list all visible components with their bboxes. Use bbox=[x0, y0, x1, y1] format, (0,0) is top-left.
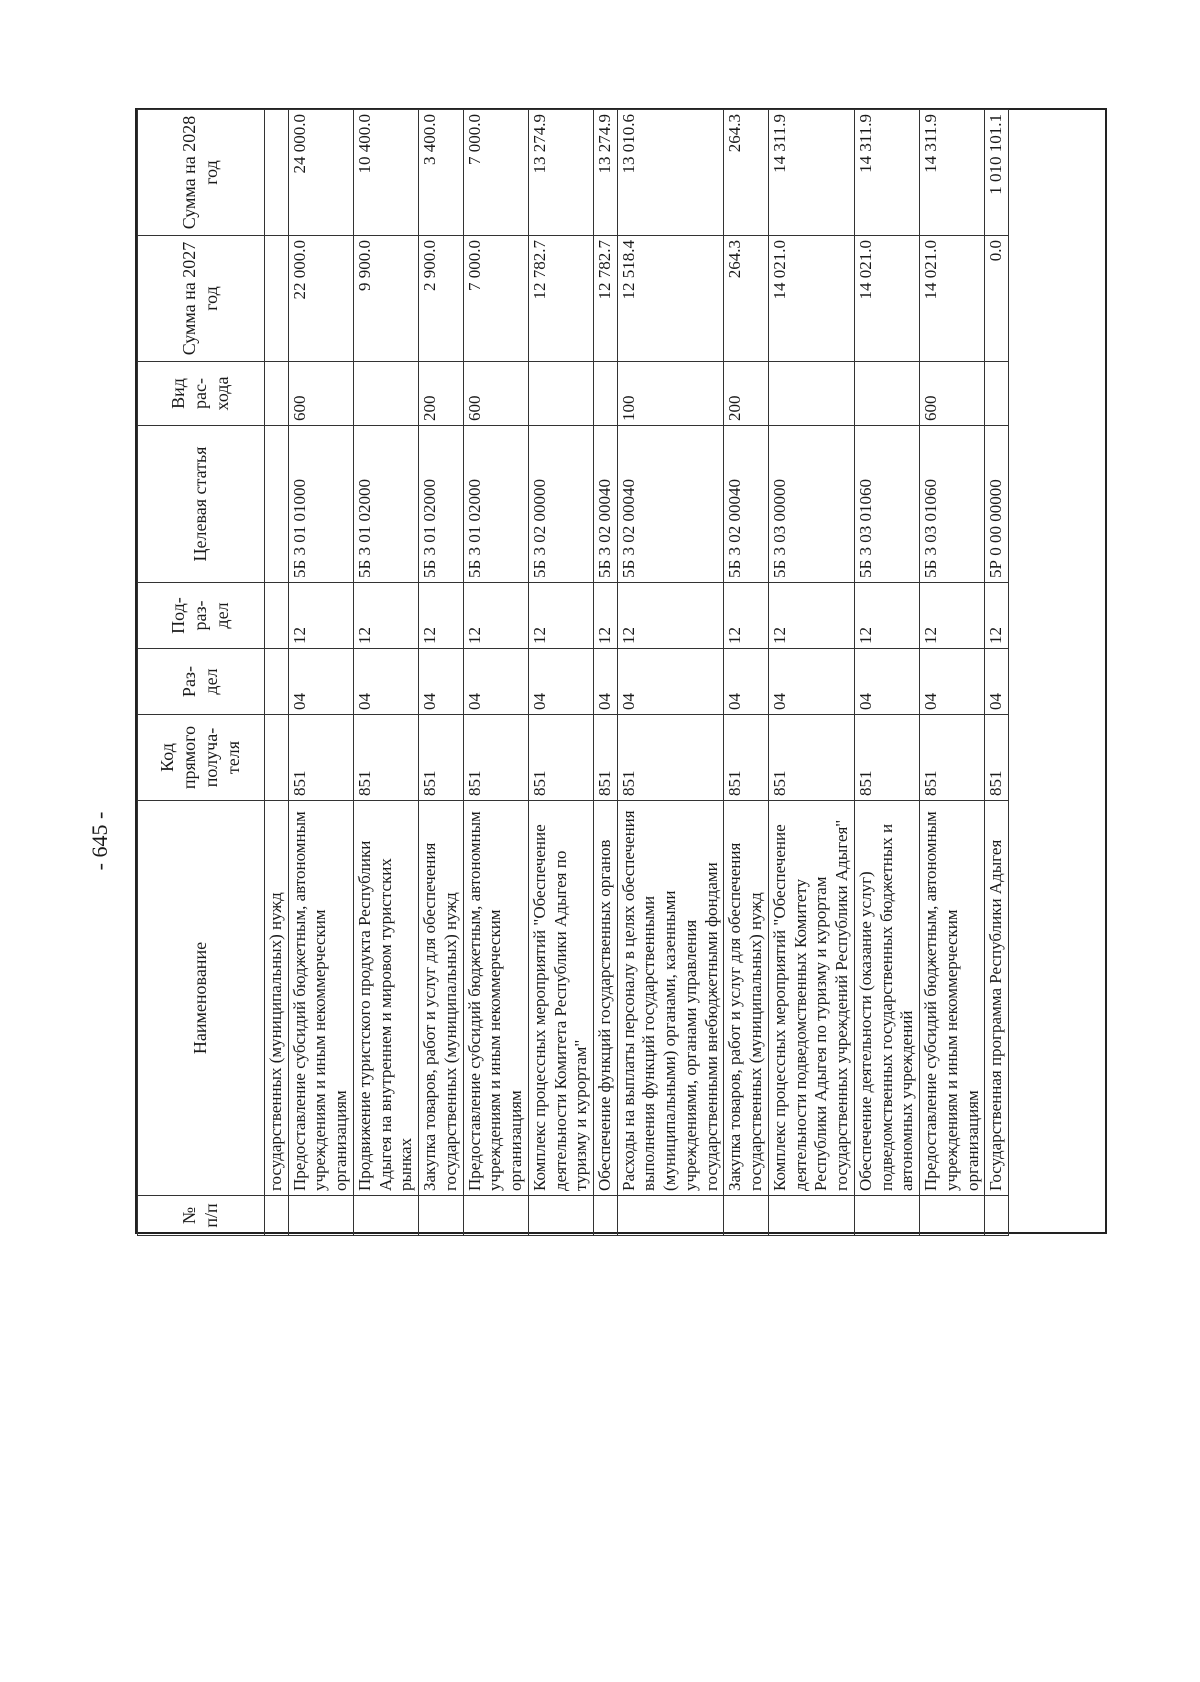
cell-subsection: 12 bbox=[353, 583, 418, 649]
cell-no bbox=[353, 1196, 418, 1236]
table-row bbox=[768, 110, 854, 1236]
cell-name: Расходы на выплаты персоналу в целях обеспечения выполнения функций государственными (муниципальными) органами, казенными учреждениями, органами управления государственными внебюджетными фондами bbox=[617, 801, 724, 1196]
cell-no bbox=[265, 1196, 289, 1236]
cell-target-article: 5Б 3 01 01000 bbox=[288, 426, 353, 583]
cell-sum-2027: 22 000.0 bbox=[288, 236, 353, 362]
cell-name: Комплекс процессных мероприятий "Обеспечение деятельности Комитета Республики Адыгея по туризму и курортам" bbox=[528, 801, 593, 1196]
cell-expense-type bbox=[353, 362, 418, 426]
cell-sum-2028: 7 000.0 bbox=[463, 110, 528, 236]
cell-name: Закупка товаров, работ и услуг для обеспечения государственных (муниципальных) нужд bbox=[419, 801, 463, 1196]
cell-expense-type bbox=[768, 362, 854, 426]
cell-recipient-code: 851 bbox=[920, 715, 985, 801]
cell-target-article bbox=[265, 426, 289, 583]
cell-expense-type: 200 bbox=[724, 362, 768, 426]
cell-subsection: 12 bbox=[528, 583, 593, 649]
cell-subsection: 12 bbox=[854, 583, 919, 649]
cell-section: 04 bbox=[768, 649, 854, 715]
table-row bbox=[288, 110, 353, 1236]
cell-subsection: 12 bbox=[768, 583, 854, 649]
cell-target-article: 5Б 3 01 02000 bbox=[419, 426, 463, 583]
cell-name: государственных (муниципальных) нужд bbox=[265, 801, 289, 1196]
cell-subsection bbox=[265, 583, 289, 649]
cell-sum-2028 bbox=[265, 110, 289, 236]
table-row bbox=[724, 110, 768, 1236]
cell-sum-2028: 13 274.9 bbox=[528, 110, 593, 236]
table-row bbox=[265, 110, 289, 1236]
cell-recipient-code: 851 bbox=[617, 715, 724, 801]
cell-sum-2028: 13 274.9 bbox=[594, 110, 618, 236]
cell-name: Продвижение туристского продукта Республики Адыгея на внутреннем и мировом туристских рынках bbox=[353, 801, 418, 1196]
cell-recipient-code: 851 bbox=[288, 715, 353, 801]
cell-target-article: 5Р 0 00 00000 bbox=[985, 426, 1009, 583]
budget-table bbox=[137, 109, 1009, 1236]
cell-name: Предоставление субсидий бюджетным, автономным учреждениям и иным некоммерческим организациям bbox=[288, 801, 353, 1196]
cell-recipient-code: 851 bbox=[594, 715, 618, 801]
cell-expense-type: 600 bbox=[463, 362, 528, 426]
cell-section: 04 bbox=[594, 649, 618, 715]
cell-subsection: 12 bbox=[920, 583, 985, 649]
cell-sum-2027: 264.3 bbox=[724, 236, 768, 362]
cell-sum-2028: 13 010.6 bbox=[617, 110, 724, 236]
cell-target-article: 5Б 3 02 00040 bbox=[617, 426, 724, 583]
cell-section: 04 bbox=[288, 649, 353, 715]
cell-sum-2027: 7 000.0 bbox=[463, 236, 528, 362]
cell-sum-2028: 24 000.0 bbox=[288, 110, 353, 236]
cell-expense-type bbox=[854, 362, 919, 426]
cell-section: 04 bbox=[985, 649, 1009, 715]
header-name: Наименование bbox=[138, 801, 265, 1196]
cell-expense-type: 100 bbox=[617, 362, 724, 426]
cell-expense-type: 600 bbox=[288, 362, 353, 426]
cell-sum-2027: 12 518.4 bbox=[617, 236, 724, 362]
cell-section: 04 bbox=[920, 649, 985, 715]
cell-expense-type bbox=[594, 362, 618, 426]
cell-no bbox=[528, 1196, 593, 1236]
cell-subsection: 12 bbox=[724, 583, 768, 649]
cell-no bbox=[288, 1196, 353, 1236]
rotated-table-container bbox=[137, 110, 1109, 1236]
cell-recipient-code: 851 bbox=[463, 715, 528, 801]
table-row bbox=[353, 110, 418, 1236]
cell-no bbox=[768, 1196, 854, 1236]
cell-no bbox=[985, 1196, 1009, 1236]
cell-target-article: 5Б 3 01 02000 bbox=[353, 426, 418, 583]
cell-expense-type bbox=[265, 362, 289, 426]
cell-recipient-code: 851 bbox=[768, 715, 854, 801]
cell-sum-2028: 14 311.9 bbox=[920, 110, 985, 236]
cell-recipient-code: 851 bbox=[353, 715, 418, 801]
cell-no bbox=[724, 1196, 768, 1236]
cell-subsection: 12 bbox=[985, 583, 1009, 649]
cell-recipient-code: 851 bbox=[724, 715, 768, 801]
table-row bbox=[463, 110, 528, 1236]
table-row bbox=[617, 110, 724, 1236]
budget-table-frame bbox=[135, 108, 1107, 1234]
cell-name: Закупка товаров, работ и услуг для обеспечения государственных (муниципальных) нужд bbox=[724, 801, 768, 1196]
cell-sum-2028: 1 010 101.1 bbox=[985, 110, 1009, 236]
cell-section: 04 bbox=[617, 649, 724, 715]
table-row bbox=[528, 110, 593, 1236]
cell-recipient-code: 851 bbox=[419, 715, 463, 801]
header-no: № п/п bbox=[138, 1196, 265, 1236]
table-body bbox=[265, 110, 1009, 1236]
cell-no bbox=[419, 1196, 463, 1236]
header-recipient-code: Код прямого получа- теля bbox=[138, 715, 265, 801]
cell-name: Предоставление субсидий бюджетным, автономным учреждениям и иным некоммерческим организациям bbox=[463, 801, 528, 1196]
cell-target-article: 5Б 3 03 01060 bbox=[854, 426, 919, 583]
cell-name: Государственная программа Республики Адыгея bbox=[985, 801, 1009, 1196]
cell-target-article: 5Б 3 02 00040 bbox=[594, 426, 618, 583]
cell-recipient-code: 851 bbox=[528, 715, 593, 801]
cell-sum-2027: 14 021.0 bbox=[854, 236, 919, 362]
table-row bbox=[920, 110, 985, 1236]
header-sum-2027: Сумма на 2027 год bbox=[138, 236, 265, 362]
cell-sum-2028: 3 400.0 bbox=[419, 110, 463, 236]
cell-sum-2027: 12 782.7 bbox=[594, 236, 618, 362]
cell-subsection: 12 bbox=[419, 583, 463, 649]
cell-sum-2027: 0.0 bbox=[985, 236, 1009, 362]
cell-name: Обеспечение деятельности (оказание услуг) подведомственных государственных бюджетных и автономных учреждений bbox=[854, 801, 919, 1196]
cell-recipient-code: 851 bbox=[985, 715, 1009, 801]
cell-sum-2027: 9 900.0 bbox=[353, 236, 418, 362]
cell-subsection: 12 bbox=[594, 583, 618, 649]
cell-no bbox=[463, 1196, 528, 1236]
cell-sum-2028: 14 311.9 bbox=[854, 110, 919, 236]
cell-sum-2027: 14 021.0 bbox=[920, 236, 985, 362]
cell-no bbox=[617, 1196, 724, 1236]
cell-section: 04 bbox=[724, 649, 768, 715]
cell-sum-2028: 10 400.0 bbox=[353, 110, 418, 236]
cell-target-article: 5Б 3 02 00040 bbox=[724, 426, 768, 583]
cell-section: 04 bbox=[353, 649, 418, 715]
cell-target-article: 5Б 3 03 01060 bbox=[920, 426, 985, 583]
cell-subsection: 12 bbox=[463, 583, 528, 649]
cell-subsection: 12 bbox=[617, 583, 724, 649]
table-row bbox=[854, 110, 919, 1236]
cell-target-article: 5Б 3 03 00000 bbox=[768, 426, 854, 583]
header-expense-type: Вид рас- хода bbox=[138, 362, 265, 426]
cell-recipient-code: 851 bbox=[854, 715, 919, 801]
cell-expense-type bbox=[985, 362, 1009, 426]
cell-section: 04 bbox=[528, 649, 593, 715]
cell-subsection: 12 bbox=[288, 583, 353, 649]
cell-section bbox=[265, 649, 289, 715]
cell-expense-type bbox=[528, 362, 593, 426]
page-number: - 645 - bbox=[87, 811, 112, 871]
cell-no bbox=[920, 1196, 985, 1236]
cell-no bbox=[594, 1196, 618, 1236]
table-row bbox=[594, 110, 618, 1236]
table-row bbox=[419, 110, 463, 1236]
cell-expense-type: 200 bbox=[419, 362, 463, 426]
cell-section: 04 bbox=[854, 649, 919, 715]
table-row bbox=[985, 110, 1009, 1236]
header-section: Раз- дел bbox=[138, 649, 265, 715]
cell-sum-2027: 14 021.0 bbox=[768, 236, 854, 362]
cell-sum-2027: 12 782.7 bbox=[528, 236, 593, 362]
cell-expense-type: 600 bbox=[920, 362, 985, 426]
header-target-article: Целевая статья bbox=[138, 426, 265, 583]
cell-name: Предоставление субсидий бюджетным, автономным учреждениям и иным некоммерческим организациям bbox=[920, 801, 985, 1196]
table-header-row bbox=[138, 110, 265, 1236]
cell-sum-2028: 264.3 bbox=[724, 110, 768, 236]
cell-name: Обеспечение функций государственных органов bbox=[594, 801, 618, 1196]
header-sum-2028: Сумма на 2028 год bbox=[138, 110, 265, 236]
cell-no bbox=[854, 1196, 919, 1236]
cell-section: 04 bbox=[463, 649, 528, 715]
header-subsection: Под- раз- дел bbox=[138, 583, 265, 649]
cell-recipient-code bbox=[265, 715, 289, 801]
cell-section: 04 bbox=[419, 649, 463, 715]
cell-sum-2027 bbox=[265, 236, 289, 362]
cell-sum-2027: 2 900.0 bbox=[419, 236, 463, 362]
cell-target-article: 5Б 3 01 02000 bbox=[463, 426, 528, 583]
cell-name: Комплекс процессных мероприятий "Обеспечение деятельности подведомственных Комитету Республики Адыгея по туризму и курортам государственных учреждений Республики Адыгея" bbox=[768, 801, 854, 1196]
cell-sum-2028: 14 311.9 bbox=[768, 110, 854, 236]
cell-target-article: 5Б 3 02 00000 bbox=[528, 426, 593, 583]
